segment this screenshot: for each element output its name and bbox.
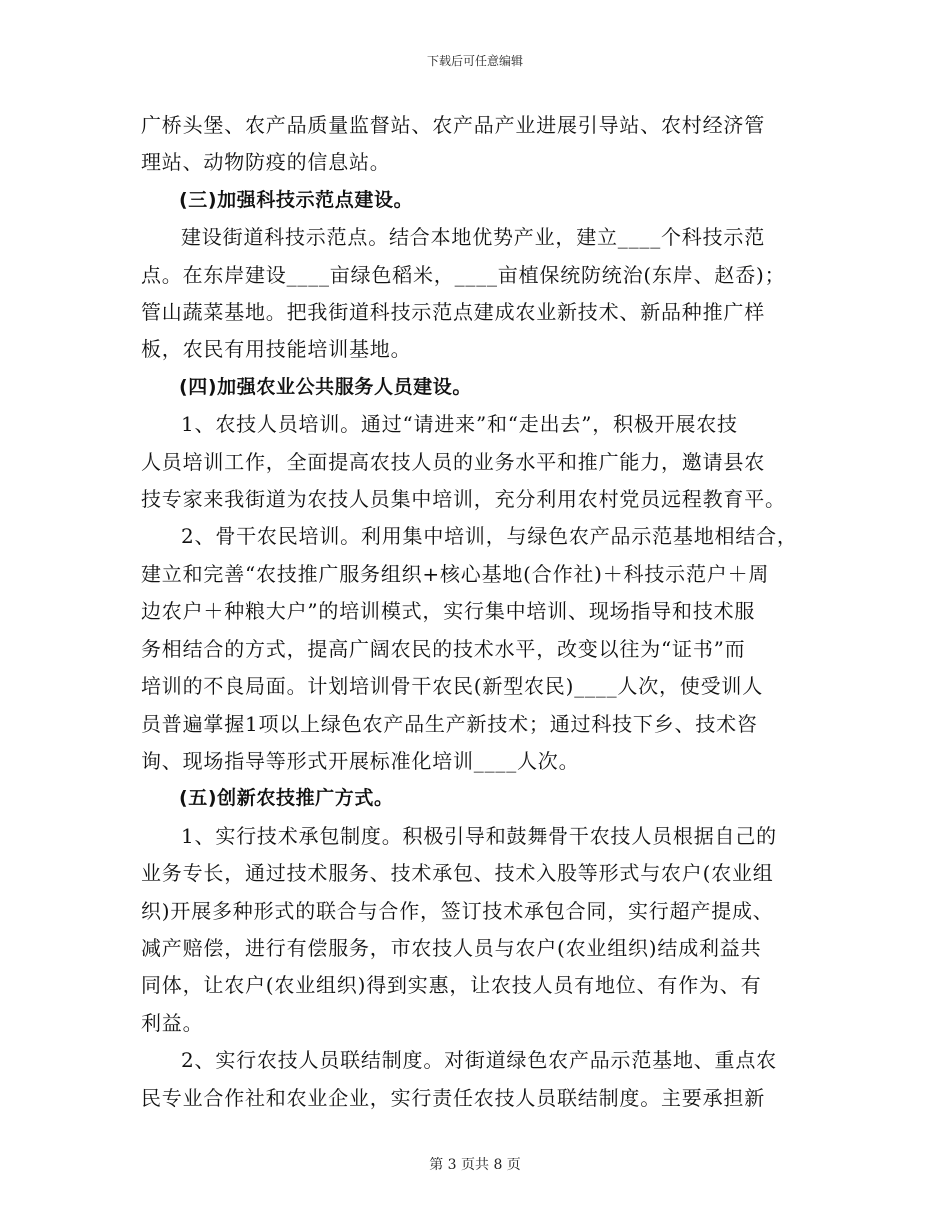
text-line: 询、现场指导等形式开展标准化培训____人次。 bbox=[141, 748, 580, 773]
text-line: 理站、动物防疫的信息站。 bbox=[141, 150, 391, 175]
text-line: 建立和完善“农技推广服务组织+核心基地(合作社)＋科技示范户＋周 bbox=[141, 561, 770, 586]
body-paragraph bbox=[141, 1042, 809, 1117]
section-heading bbox=[141, 369, 809, 406]
body-paragraph bbox=[141, 518, 809, 780]
text-line: 同体，让农户(农业组织)得到实惠，让农技人员有地位、有作为、有 bbox=[141, 973, 762, 998]
text-line: 培训的不良局面。计划培训骨干农民(新型农民)____人次，使受训人 bbox=[141, 674, 764, 699]
text-line: (五)创新农技推广方式。 bbox=[179, 787, 394, 810]
text-line: 管山蔬菜基地。把我街道科技示范点建成农业新技术、新品种推广样 bbox=[141, 300, 765, 325]
body-paragraph bbox=[141, 818, 809, 1042]
body-paragraph bbox=[141, 107, 809, 182]
page-header: 下载后可任意编辑 bbox=[426, 54, 523, 68]
body-paragraph bbox=[141, 406, 809, 518]
text-line: 板，农民有用技能培训基地。 bbox=[141, 337, 412, 362]
text-line: 务相结合的方式，提高广阔农民的技术水平，改变以往为“证书”而 bbox=[141, 636, 746, 661]
text-line: 业务专长，通过技术服务、技术承包、技术入股等形式与农户(农业组 bbox=[141, 861, 774, 886]
document-body bbox=[141, 107, 809, 1117]
text-line: 广桥头堡、农产品质量监督站、农产品产业进展引导站、农村经济管 bbox=[141, 113, 765, 137]
text-line: 1、农技人员培训。通过“请进来”和“走出去”，积极开展农技 bbox=[181, 412, 738, 437]
body-paragraph bbox=[141, 219, 809, 369]
text-line: 建设街道科技示范点。结合本地优势产业，建立____个科技示范 bbox=[181, 225, 765, 250]
section-heading bbox=[141, 780, 809, 817]
text-line: (三)加强科技示范点建设。 bbox=[179, 188, 414, 211]
text-line: 技专家来我街道为农技人员集中培训，充分利用农村党员远程教育平。 bbox=[141, 487, 786, 512]
text-line: 减产赔偿，进行有偿服务，市农技人员与农户(农业组织)结成利益共 bbox=[141, 935, 762, 960]
section-heading bbox=[141, 182, 809, 219]
page-footer: 第 3 页共 8 页 bbox=[429, 1157, 521, 1173]
text-line: 员普遍掌握1项以上绿色农产品生产新技术；通过科技下乡、技术咨 bbox=[141, 711, 758, 736]
text-line: 边农户＋种粮大户”的培训模式，实行集中培训、现场指导和技术服 bbox=[141, 599, 756, 624]
text-line: 人员培训工作，全面提高农技人员的业务水平和推广能力，邀请县农 bbox=[141, 449, 765, 474]
text-line: 利益。 bbox=[141, 1010, 204, 1035]
text-line: 2、骨干农民培训。利用集中培训，与绿色农产品示范基地相结合， bbox=[181, 524, 798, 549]
text-line: 织)开展多种形式的联合与合作，签订技术承包合同，实行超产提成、 bbox=[141, 898, 774, 923]
text-line: (四)加强农业公共服务人员建设。 bbox=[179, 375, 472, 398]
text-line: 2、实行农技人员联结制度。对街道绿色农产品示范基地、重点农 bbox=[181, 1048, 777, 1073]
text-line: 1、实行技术承包制度。积极引导和鼓舞骨干农技人员根据自己的 bbox=[181, 823, 777, 848]
text-line: 点。在东岸建设____亩绿色稻米，____亩植保统防统治(东岸、赵岙)； bbox=[141, 262, 786, 287]
text-line: 民专业合作社和农业企业，实行责任农技人员联结制度。主要承担新 bbox=[141, 1085, 765, 1110]
